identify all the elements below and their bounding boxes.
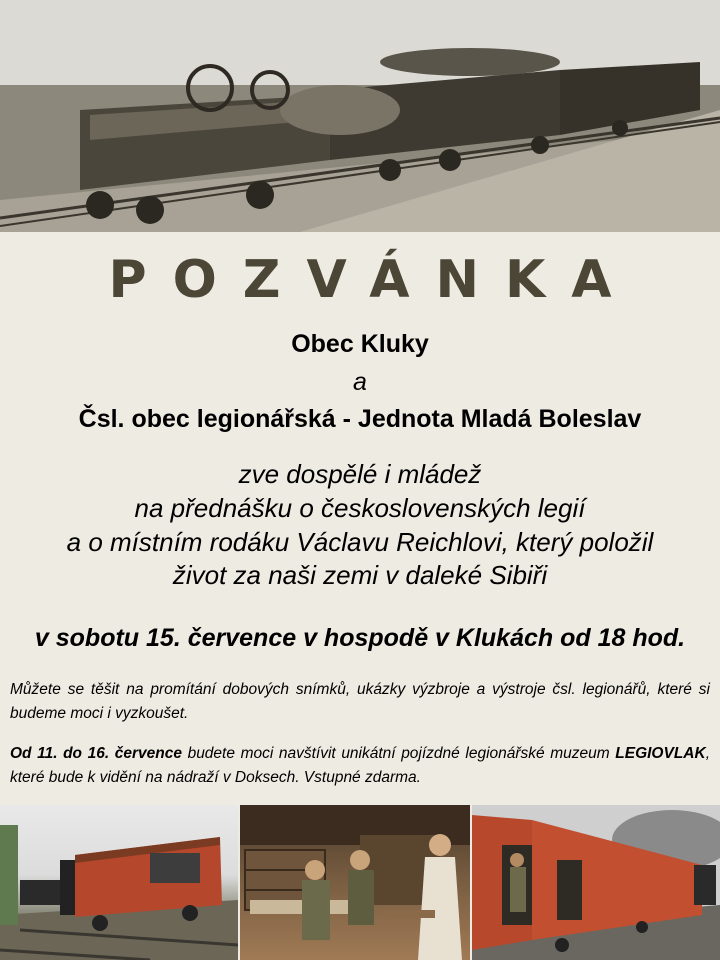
header-photo-armored-train	[0, 0, 720, 232]
program-paragraph: Můžete se těšit na promítání dobových snímků, ukázky výzbroje a výstroje čsl. legionářů, které si budeme moci i vyzkoušet.	[10, 681, 710, 723]
train-station-illustration	[0, 805, 238, 960]
legiovlak-text-b: , které bude k vidění na nádraží v Doksech. Vstupné zdarma.	[10, 745, 710, 787]
photo-museum-interior	[240, 805, 470, 960]
legiovlak-text-a: budete moci navštívit unikátní pojízdné legionářské muzeum	[181, 745, 616, 762]
photo-red-wagons	[472, 805, 720, 960]
page-title: POZVÁNKA	[108, 250, 638, 310]
wagon-illustration	[472, 805, 720, 960]
invitation-text	[0, 458, 720, 593]
legiovlak-paragraph	[10, 742, 710, 790]
invitation-line: na přednášku o československých legií	[134, 492, 586, 523]
invitation-line: zve dospělé i mládež	[238, 459, 482, 489]
invitation-line: život za naši zemi v daleké Sibiři	[172, 560, 548, 591]
organizer-village: Obec Kluky	[291, 330, 429, 358]
conjunction: a	[353, 368, 367, 396]
interior-illustration	[240, 805, 470, 960]
invitation-line: a o místním rodáku Václavu Reichlovi, který položil	[66, 526, 654, 557]
legiovlak-dates: Od 11. do 16. července	[10, 745, 182, 762]
photo-legiovlak-train	[0, 805, 238, 960]
train-illustration	[0, 0, 720, 232]
bottom-photo-strip	[0, 805, 720, 960]
event-date-place: v sobotu 15. července v hospodě v Klukách od 18 hod.	[34, 624, 686, 652]
organizer-legion-association: Čsl. obec legionářská - Jednota Mladá Boleslav	[78, 405, 642, 433]
legiovlak-name: LEGIOVLAK	[615, 745, 706, 762]
